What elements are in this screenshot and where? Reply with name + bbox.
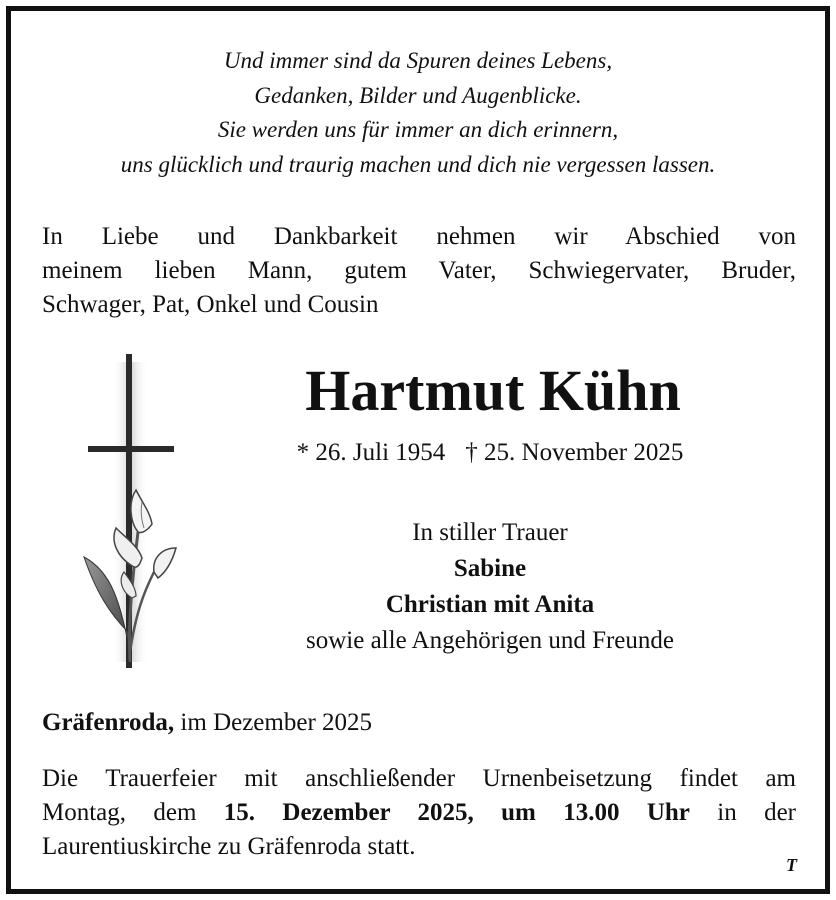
place-town: Gräfenroda, bbox=[42, 709, 175, 736]
mourner-name: Christian mit Anita bbox=[385, 591, 595, 618]
funeral-datetime: 15. Dezember 2025, um 13.00 Uhr bbox=[223, 799, 690, 826]
mourners-block bbox=[240, 515, 740, 659]
deceased-name: Hartmut Kühn bbox=[305, 358, 681, 423]
mourning-heading: In stiller Trauer bbox=[412, 519, 568, 546]
notice-line: Laurentiuskirche zu Gräfenroda statt. bbox=[42, 833, 416, 860]
death-date: † 25. November 2025 bbox=[465, 439, 684, 466]
cross-and-lily-illustration bbox=[72, 352, 192, 672]
place-and-date bbox=[42, 706, 372, 740]
intro-text bbox=[42, 220, 796, 322]
mourners-others: sowie alle Angehörigen und Freunde bbox=[306, 627, 674, 654]
verse-line: Gedanken, Bilder und Augenblicke. bbox=[254, 82, 582, 108]
notice-pre: Montag, dem bbox=[42, 799, 197, 826]
verse-line: Und immer sind da Spuren deines Lebens, bbox=[223, 48, 613, 73]
intro-line: meinem lieben Mann, gutem Vater, Schwiegervater, Bruder, bbox=[42, 257, 796, 284]
memorial-verse bbox=[40, 44, 796, 182]
life-dates bbox=[240, 436, 740, 470]
place-date: im Dezember 2025 bbox=[180, 709, 373, 736]
funeral-notice bbox=[42, 762, 796, 864]
notice-post: in der bbox=[717, 799, 796, 826]
verse-line: uns glücklich und traurig machen und dich nie vergessen lassen. bbox=[120, 151, 716, 177]
verse-line: Sie werden uns für immer an dich erinnern, bbox=[217, 117, 619, 142]
publisher-mark: T bbox=[786, 855, 797, 875]
birth-date: * 26. Juli 1954 bbox=[296, 439, 446, 466]
mourner-name: Sabine bbox=[453, 555, 527, 582]
intro-line: Schwager, Pat, Onkel und Cousin bbox=[42, 291, 379, 318]
notice-line bbox=[42, 796, 796, 830]
intro-line: In Liebe und Dankbarkeit nehmen wir Abschied von bbox=[42, 223, 796, 250]
notice-line: Die Trauerfeier mit anschließender Urnenbeisetzung findet am bbox=[42, 765, 796, 792]
